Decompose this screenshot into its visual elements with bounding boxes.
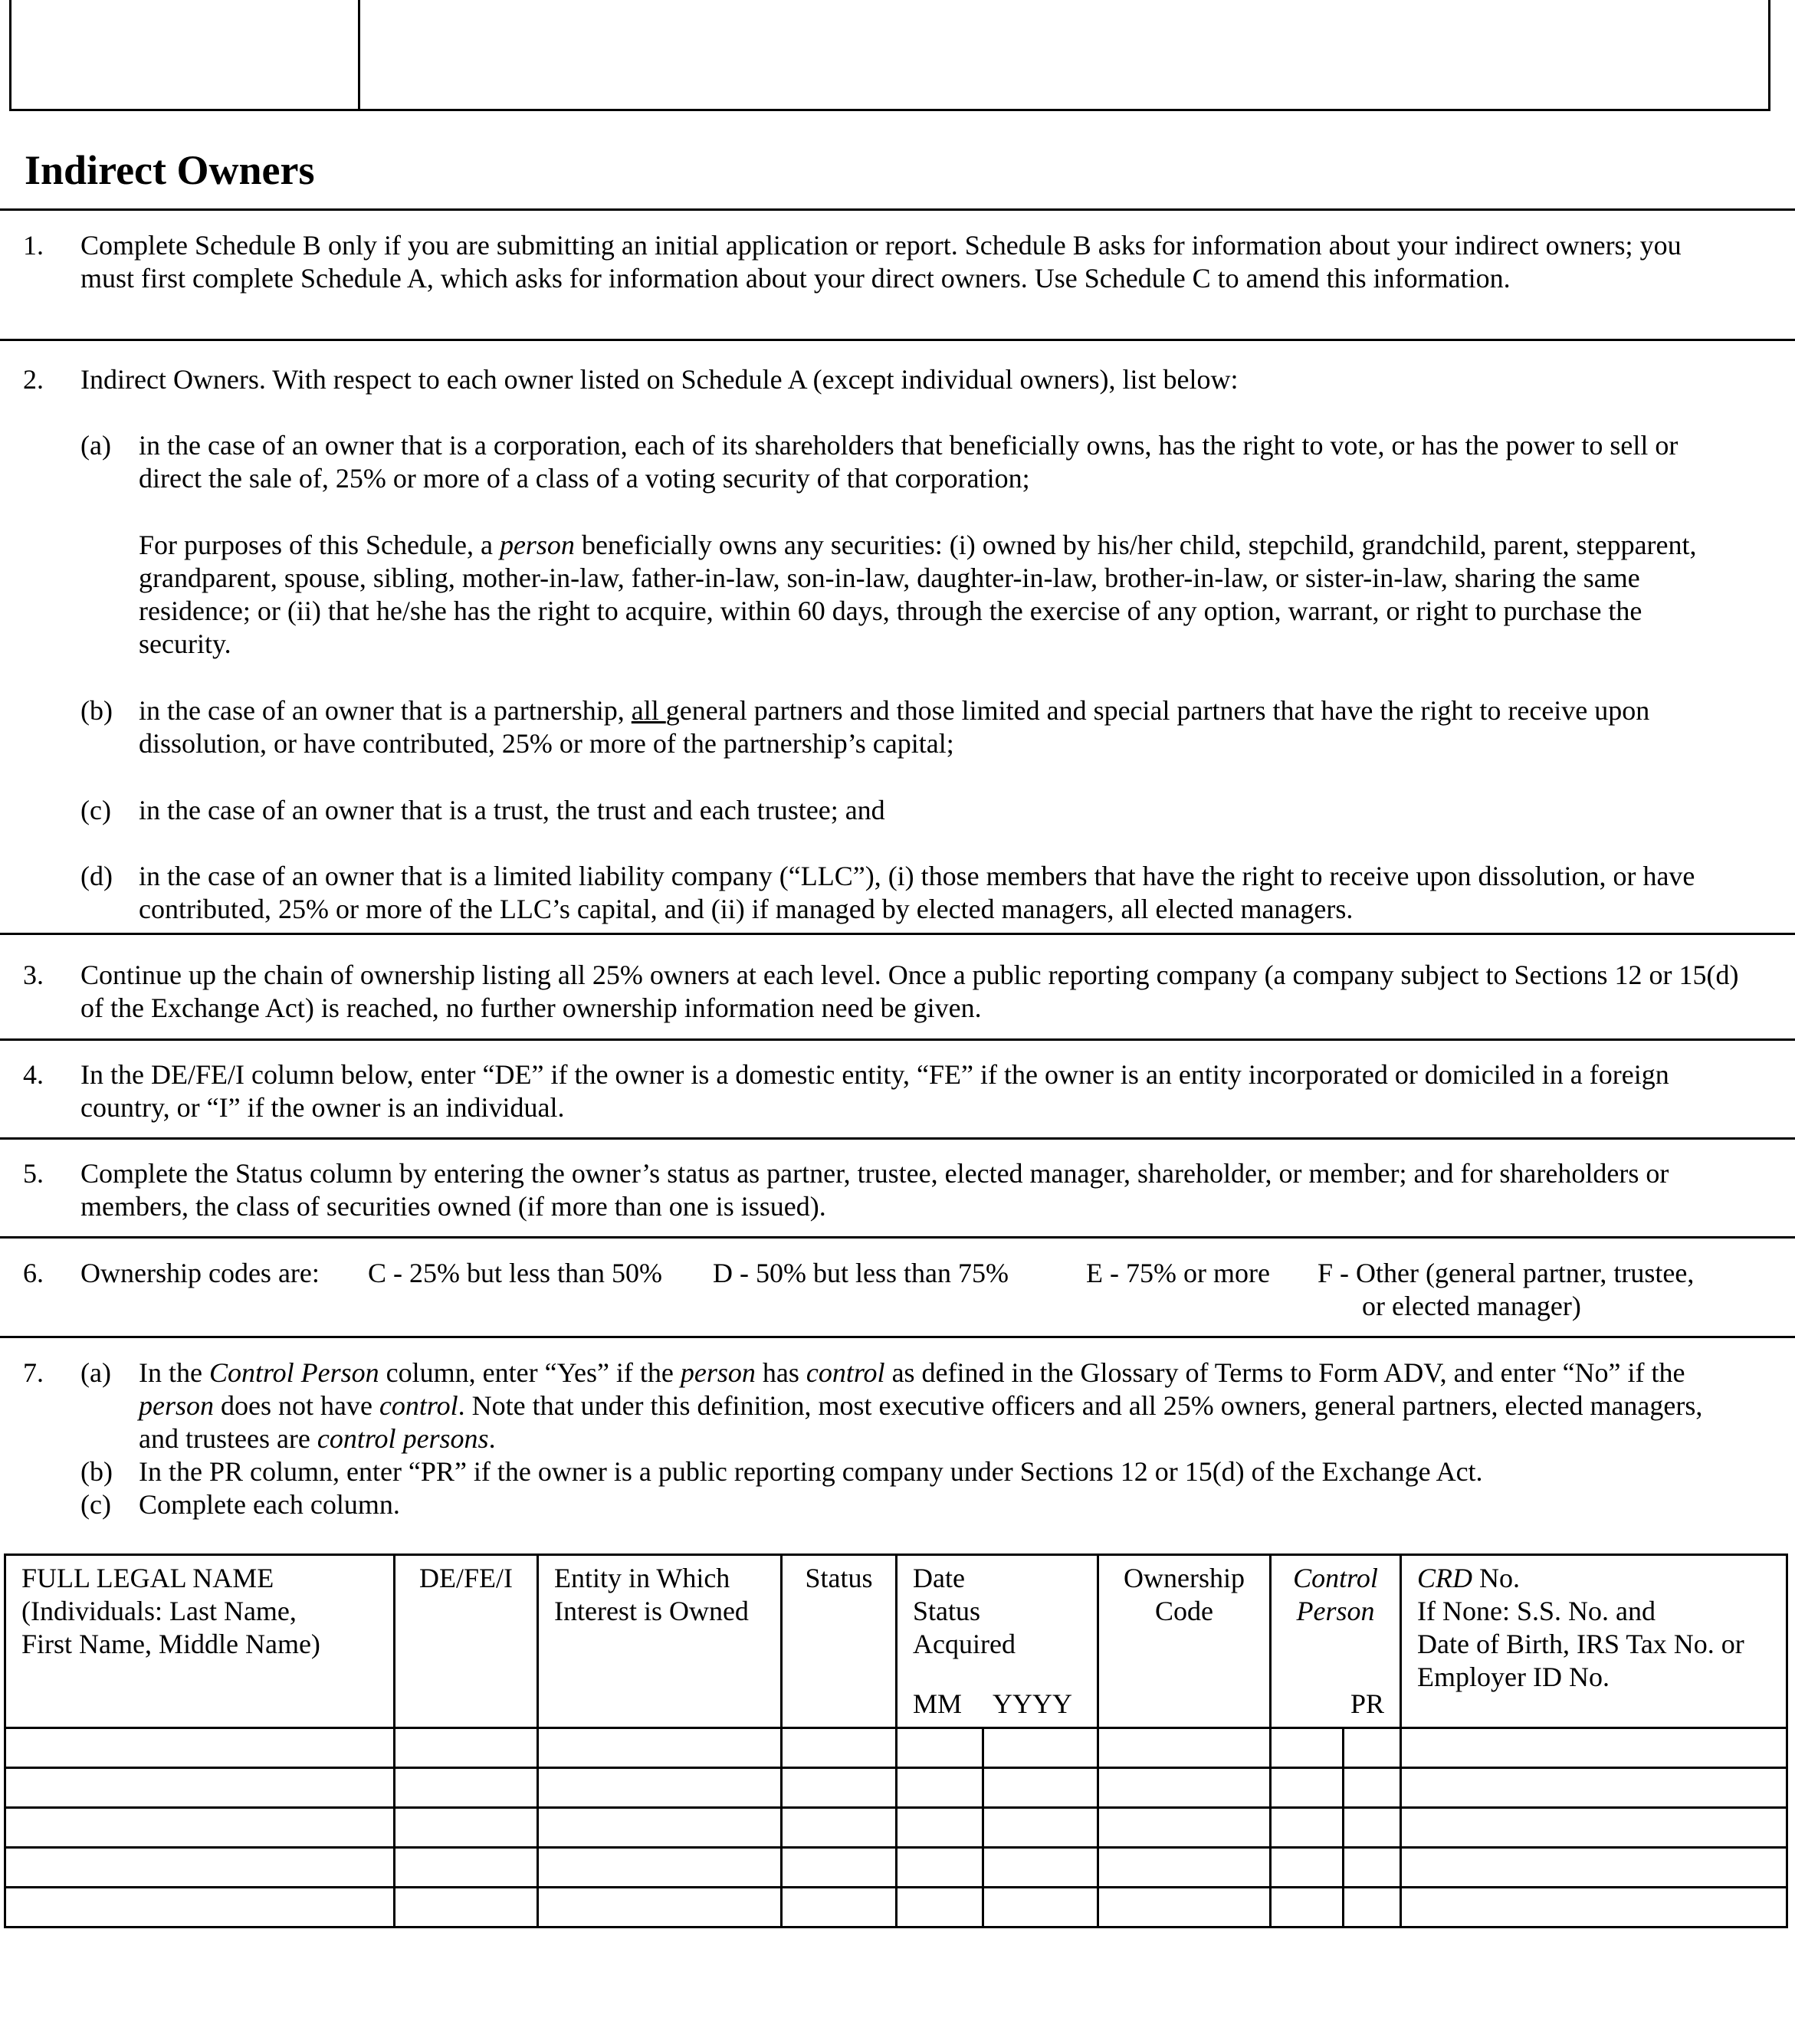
sub-text: Complete each column. bbox=[139, 1489, 400, 1520]
cell-yyyy[interactable] bbox=[983, 1728, 1098, 1768]
sub-label: (b) bbox=[80, 1456, 113, 1487]
cell-full-legal-name[interactable] bbox=[5, 1888, 395, 1928]
cell-mm[interactable] bbox=[897, 1768, 983, 1808]
cell-entity[interactable] bbox=[538, 1888, 782, 1928]
sub-text: In the PR column, enter “PR” if the owner is a public reporting company under Sections 12 or 15(d) of the Exchange Act. bbox=[139, 1456, 1483, 1487]
sub-text: In the Control Person column, enter “Yes” if the person has control as defined in the Glossary of Terms to Form ADV, and enter “No” if the person does not have control. Note that under this definition, most executive officers and all 25% owners, general partners, elected managers, and trustees are control persons. bbox=[139, 1357, 1703, 1454]
sub-label: (c) bbox=[80, 795, 111, 825]
table-row bbox=[5, 1768, 1787, 1808]
cell-ownership-code[interactable] bbox=[1098, 1728, 1271, 1768]
column-header-defei: DE/FE/I bbox=[395, 1555, 538, 1728]
sub-text: in the case of an owner that is a trust, the trust and each trustee; and bbox=[139, 795, 885, 825]
cell-status[interactable] bbox=[782, 1768, 897, 1808]
cell-crd[interactable] bbox=[1401, 1728, 1787, 1768]
sub-text: in the case of an owner that is a limited liability company (“LLC”), (i) those members that have the right to receive upon dissolution, or have contributed, 25% or more of the LLC’s capital, and (ii) if managed by elected managers, all elected managers. bbox=[139, 861, 1695, 924]
sub-label: (c) bbox=[80, 1489, 111, 1520]
cell-defei[interactable] bbox=[395, 1768, 538, 1808]
item-number: 4. bbox=[23, 1059, 44, 1090]
header-box-right-cell[interactable] bbox=[360, 0, 1768, 109]
cell-ownership-code[interactable] bbox=[1098, 1808, 1271, 1848]
indirect-owners-table bbox=[4, 1554, 1788, 1928]
cell-defei[interactable] bbox=[395, 1848, 538, 1888]
code-d: D - 50% but less than 75% bbox=[713, 1258, 1009, 1288]
code-f-continued: or elected manager) bbox=[1362, 1291, 1581, 1321]
sub-text: in the case of an owner that is a corporation, each of its shareholders that beneficially owns, has the right to vote, or has the power to sell or direct the sale of, 25% or more of a class of a voting security of that corporation; bbox=[139, 430, 1679, 494]
cell-mm[interactable] bbox=[897, 1888, 983, 1928]
sub-header-yyyy: YYYY bbox=[993, 1688, 1073, 1719]
cell-yyyy[interactable] bbox=[983, 1768, 1098, 1808]
cell-status[interactable] bbox=[782, 1848, 897, 1888]
sub-label: (b) bbox=[80, 695, 113, 726]
column-header-status: Status bbox=[782, 1555, 897, 1728]
table-row bbox=[5, 1728, 1787, 1768]
sub-text: in the case of an owner that is a partnership, all general partners and those limited and special partners that have the right to receive upon dissolution, or have contributed, 25% or more of the partnership’s capital; bbox=[139, 695, 1650, 759]
item-number: 6. bbox=[23, 1258, 44, 1288]
cell-status[interactable] bbox=[782, 1888, 897, 1928]
cell-control-person[interactable] bbox=[1271, 1768, 1344, 1808]
item-number: 2. bbox=[23, 364, 44, 395]
cell-ownership-code[interactable] bbox=[1098, 1848, 1271, 1888]
item-text: In the DE/FE/I column below, enter “DE” if the owner is a domestic entity, “FE” if the owner is an entity incorporated or domiciled in a foreign country, or “I” if the owner is an individual. bbox=[80, 1059, 1669, 1123]
cell-control-person[interactable] bbox=[1271, 1808, 1344, 1848]
item-number: 1. bbox=[23, 230, 44, 261]
codes-lead: Ownership codes are: bbox=[80, 1258, 320, 1288]
cell-pr[interactable] bbox=[1344, 1848, 1401, 1888]
cell-status[interactable] bbox=[782, 1808, 897, 1848]
cell-pr[interactable] bbox=[1344, 1808, 1401, 1848]
cell-pr[interactable] bbox=[1344, 1728, 1401, 1768]
cell-crd[interactable] bbox=[1401, 1808, 1787, 1848]
cell-full-legal-name[interactable] bbox=[5, 1808, 395, 1848]
cell-mm[interactable] bbox=[897, 1848, 983, 1888]
cell-entity[interactable] bbox=[538, 1848, 782, 1888]
divider bbox=[0, 1236, 1795, 1239]
cell-status[interactable] bbox=[782, 1728, 897, 1768]
cell-control-person[interactable] bbox=[1271, 1728, 1344, 1768]
header-box-left-cell[interactable] bbox=[11, 0, 360, 109]
column-header-date-status-acquired: Date Status Acquired MM YYYY bbox=[897, 1555, 1098, 1728]
divider bbox=[0, 339, 1795, 341]
code-f: F - Other (general partner, trustee, bbox=[1318, 1258, 1695, 1288]
header-box bbox=[9, 0, 1770, 111]
sub-label: (a) bbox=[80, 430, 111, 461]
cell-mm[interactable] bbox=[897, 1808, 983, 1848]
item-text: Complete Schedule B only if you are submitting an initial application or report. Schedule B asks for information about your indirect owners; you must first complete Schedule A, which asks for information about your direct owners. Use Schedule C to amend this information. bbox=[80, 230, 1682, 294]
column-header-crd: CRD No. If None: S.S. No. and Date of Birth, IRS Tax No. or Employer ID No. bbox=[1401, 1555, 1787, 1728]
sub-header-mm: MM bbox=[913, 1688, 963, 1719]
cell-mm[interactable] bbox=[897, 1728, 983, 1768]
cell-control-person[interactable] bbox=[1271, 1848, 1344, 1888]
code-c: C - 25% but less than 50% bbox=[368, 1258, 662, 1288]
table-row bbox=[5, 1888, 1787, 1928]
table-row bbox=[5, 1848, 1787, 1888]
item-number: 3. bbox=[23, 960, 44, 990]
cell-ownership-code[interactable] bbox=[1098, 1888, 1271, 1928]
cell-defei[interactable] bbox=[395, 1888, 538, 1928]
cell-yyyy[interactable] bbox=[983, 1888, 1098, 1928]
cell-yyyy[interactable] bbox=[983, 1808, 1098, 1848]
code-e: E - 75% or more bbox=[1086, 1258, 1270, 1288]
column-header-control-person: Control Person PR bbox=[1271, 1555, 1401, 1728]
column-header-full-legal-name: FULL LEGAL NAME (Individuals: Last Name, First Name, Middle Name) bbox=[5, 1555, 395, 1728]
cell-defei[interactable] bbox=[395, 1808, 538, 1848]
cell-crd[interactable] bbox=[1401, 1768, 1787, 1808]
sub-label: (d) bbox=[80, 861, 113, 891]
page-title: Indirect Owners bbox=[25, 147, 315, 193]
divider bbox=[0, 1137, 1795, 1140]
cell-full-legal-name[interactable] bbox=[5, 1848, 395, 1888]
cell-entity[interactable] bbox=[538, 1808, 782, 1848]
cell-pr[interactable] bbox=[1344, 1768, 1401, 1808]
item-text: Indirect Owners. With respect to each owner listed on Schedule A (except individual owners), list below: bbox=[80, 364, 1239, 395]
item-text: Continue up the chain of ownership listing all 25% owners at each level. Once a public reporting company (a company subject to Sections 12 or 15(d) of the Exchange Act) is reached, no further ownership information need be given. bbox=[80, 960, 1739, 1023]
divider bbox=[0, 933, 1795, 935]
cell-crd[interactable] bbox=[1401, 1848, 1787, 1888]
cell-entity[interactable] bbox=[538, 1768, 782, 1808]
column-header-ownership-code: Ownership Code bbox=[1098, 1555, 1271, 1728]
item-number: 7. bbox=[23, 1357, 44, 1388]
cell-yyyy[interactable] bbox=[983, 1848, 1098, 1888]
divider bbox=[0, 1038, 1795, 1041]
cell-full-legal-name[interactable] bbox=[5, 1728, 395, 1768]
sub-label: (a) bbox=[80, 1357, 111, 1388]
cell-ownership-code[interactable] bbox=[1098, 1768, 1271, 1808]
divider bbox=[0, 208, 1795, 211]
item-number: 5. bbox=[23, 1158, 44, 1189]
divider bbox=[0, 1336, 1795, 1338]
cell-pr[interactable] bbox=[1344, 1888, 1401, 1928]
cell-full-legal-name[interactable] bbox=[5, 1768, 395, 1808]
sub-note: For purposes of this Schedule, a person beneficially owns any securities: (i) owned by his/her child, stepchild, grandchild, parent, stepparent, grandparent, spouse, sibling, mother-in-law, father-in-law, son-in-law, daughter-in-law, brother-in-law, or sister-in-law, sharing the same residence; or (ii) that he/she has the right to acquire, within 60 days, through the exercise of any option, warrant, or right to purchase the security. bbox=[139, 530, 1697, 659]
cell-defei[interactable] bbox=[395, 1728, 538, 1768]
cell-crd[interactable] bbox=[1401, 1888, 1787, 1928]
column-header-entity: Entity in Which Interest is Owned bbox=[538, 1555, 782, 1728]
item-text: Complete the Status column by entering the owner’s status as partner, trustee, elected manager, shareholder, or member; and for shareholders or members, the class of securities owned (if more than one is issued). bbox=[80, 1158, 1669, 1222]
table-row bbox=[5, 1808, 1787, 1848]
cell-entity[interactable] bbox=[538, 1728, 782, 1768]
sub-header-pr: PR bbox=[1350, 1688, 1385, 1719]
cell-control-person[interactable] bbox=[1271, 1888, 1344, 1928]
